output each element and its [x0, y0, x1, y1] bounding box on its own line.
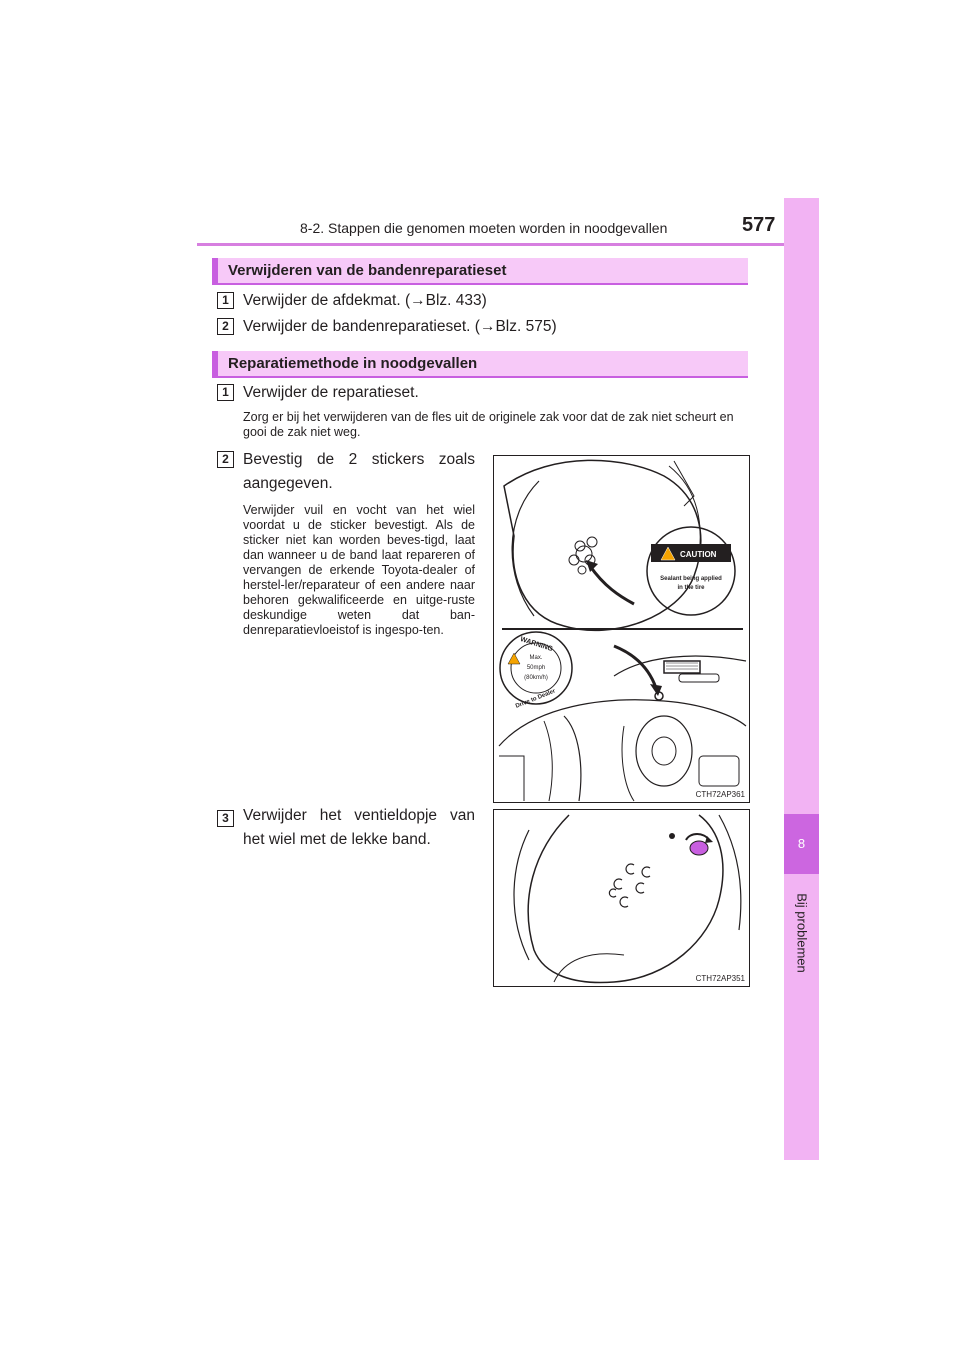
step-number: 2: [217, 318, 234, 335]
side-tab-label: Bij problemen: [794, 893, 809, 973]
step-text: Verwijder de reparatieset.: [243, 384, 419, 401]
step-text: Verwijder de bandenreparatieset. (→Blz. 575): [243, 318, 557, 335]
sticker-illustration: [494, 456, 750, 803]
step-note: Verwijder vuil en vocht van het wiel voordat u de sticker bevestigt. Als de sticker niet kan worden beves-tigd, laat dan wanneer u de band laat repareren of vervangen de erkende Toyota-dealer of herstel-ler/reparateur of een andere naar behoren gekwalificeerde en uitge-ruste deskundige weten dat ban-denreparatievloeistof is ingespo-ten.: [243, 503, 475, 637]
step-text: Verwijder het ventieldopje van: [243, 807, 475, 824]
caution-heading: CAUTION: [680, 550, 717, 559]
step-number: 3: [217, 810, 234, 827]
step-text: Verwijder de afdekmat. (→Blz. 433): [243, 292, 487, 309]
caution-line2: in the tire: [677, 585, 705, 591]
warning-line1: Max.: [529, 655, 543, 661]
step-text: het wiel met de lekke band.: [243, 831, 431, 848]
figure-code: CTH72AP351: [695, 974, 745, 983]
side-tab-chapter[interactable]: 8: [784, 814, 819, 874]
warning-line2: 50mph: [526, 665, 546, 671]
section-heading-removal: Verwijderen van de bandenreparatieset: [212, 258, 748, 285]
section-heading-repair: Reparatiemethode in noodgevallen: [212, 351, 748, 378]
valve-illustration: [494, 810, 750, 987]
header-section-title: 8-2. Stappen die genomen moeten worden in noodgevallen: [300, 220, 668, 236]
figure-code: CTH72AP361: [695, 790, 745, 799]
figure-sticker-placement: [493, 455, 750, 803]
step-text: Bevestig de 2 stickers zoals: [243, 451, 475, 468]
warning-heading: WARNING: [519, 636, 554, 654]
warning-footer: Drive to Dealer: [514, 688, 557, 710]
caution-line1: Sealant being applied: [660, 576, 722, 582]
step-number: 2: [217, 451, 234, 468]
page-number: 577: [742, 214, 776, 236]
warning-line3: (80km/h): [524, 675, 548, 681]
step-number: 1: [217, 292, 234, 309]
figure-valve-cap: [493, 809, 750, 987]
step-text: aangegeven.: [243, 475, 333, 492]
step-number: 1: [217, 384, 234, 401]
header-rule: [197, 243, 819, 246]
step-note: Zorg er bij het verwijderen van de fles uit de originele zak voor dat de zak niet scheurt en gooi de zak niet weg.: [243, 410, 734, 439]
side-tab-strip: [784, 198, 819, 1160]
